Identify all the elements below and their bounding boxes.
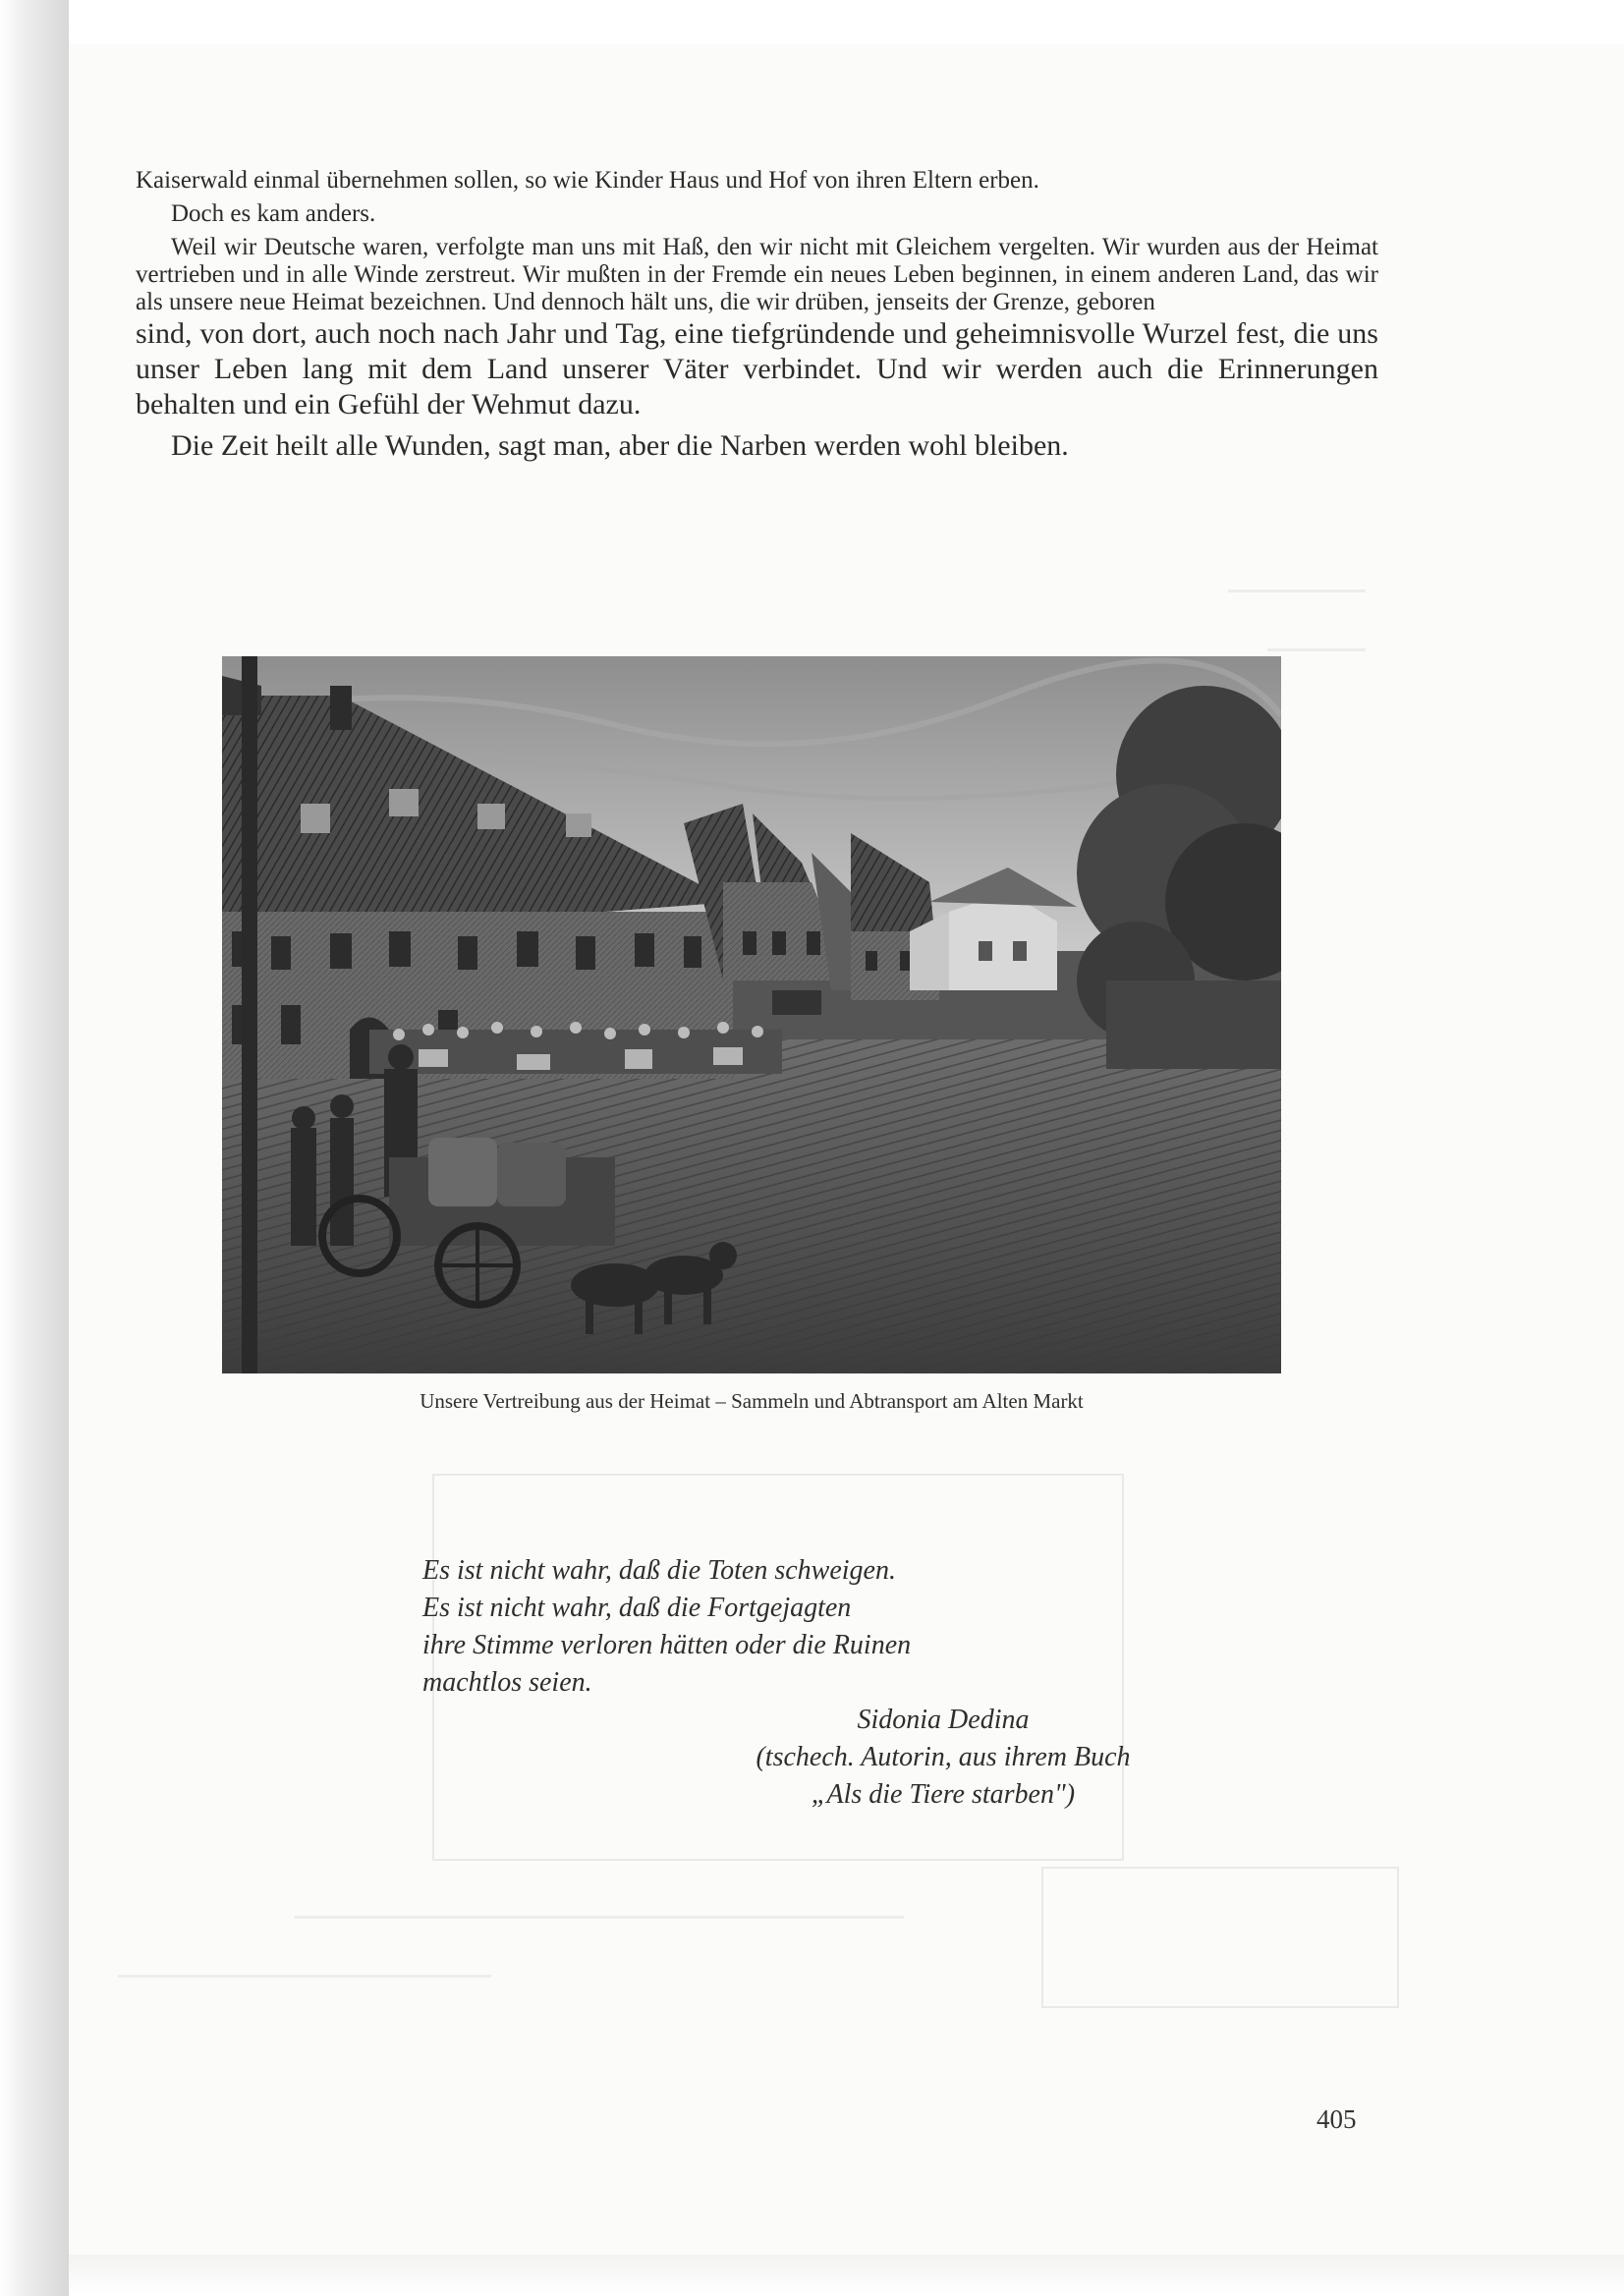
paragraph-3: Weil wir Deutsche waren, verfolgte man uns mit Haß, den wir nicht mit Gleichem vergelten. Wir wurden aus der Heimat vertrieben und in alle Winde zerstreut. Wir mußten in der Fremde ein neues Leben beginnen, in einem anderen Land, das wir als unsere neue Heimat bezeichnen. Und dennoch hält uns, die wir drüben, jenseits der Grenze, geboren	[136, 234, 1378, 315]
paragraph-4: Die Zeit heilt alle Wunden, sagt man, aber die Narben werden wohl bleiben.	[171, 429, 1069, 462]
page-number: 405	[1316, 2104, 1357, 2134]
poem-line: ihre Stimme verloren hätten oder die Ruinen	[422, 1630, 912, 1660]
poem-source: „Als die Tiere starben")	[811, 1779, 1076, 1810]
scan-binding-shadow	[0, 0, 69, 2296]
poem-author: Sidonia Dedina	[857, 1705, 1030, 1735]
paragraph-3-continued: sind, von dort, auch noch nach Jahr und Tag, eine tiefgründende und geheimnisvolle Wurzel fest, die uns unser Leben lang mit dem Land unserer Väter verbindet. Und wir werden auch die Erinnerungen behalten und ein Gefühl der Wehmut dazu.	[136, 317, 1378, 420]
illustration-drawing	[222, 656, 1281, 1373]
paragraph-2: Doch es kam anders.	[171, 200, 376, 227]
paragraph-1: Kaiserwald einmal übernehmen sollen, so wie Kinder Haus und Hof von ihren Eltern erben.	[136, 167, 1039, 194]
poem-line: Es ist nicht wahr, daß die Toten schweigen.	[422, 1555, 896, 1586]
poem-line: machtlos seien.	[422, 1667, 592, 1698]
page-bottom-edge	[69, 2255, 1624, 2296]
body-text	[136, 167, 1378, 470]
market-illustration	[222, 656, 1281, 1373]
figure-caption: Unsere Vertreibung aus der Heimat – Sammeln und Abtransport am Alten Markt	[420, 1389, 1084, 1413]
poem-line: Es ist nicht wahr, daß die Fortgejagten	[422, 1593, 852, 1623]
poem-source: (tschech. Autorin, aus ihrem Buch	[756, 1742, 1131, 1772]
poem-quote	[422, 1552, 1169, 1814]
